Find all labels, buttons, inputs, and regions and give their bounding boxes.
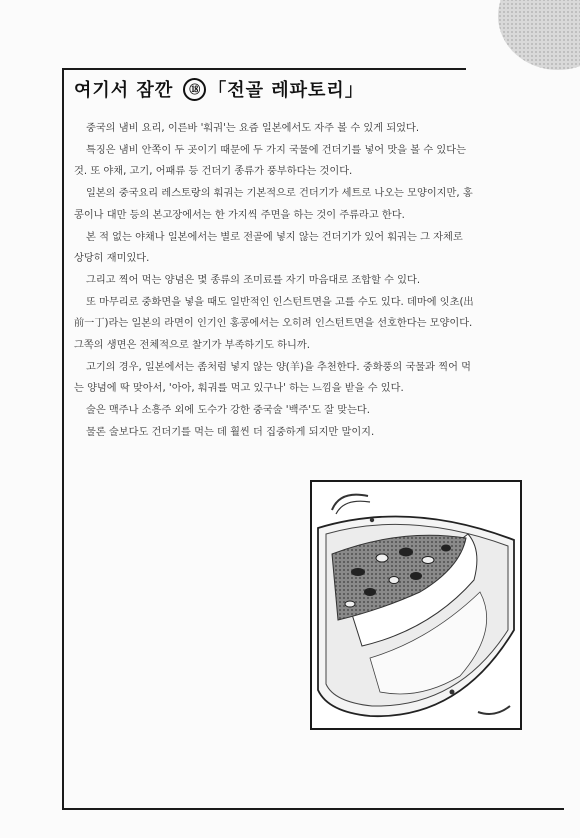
body-line: 고기의 경우, 일본에서는 좀처럼 넣지 않는 양(羊)을 추천한다. 중화풍의 국물과 찍어 먹 [86, 361, 471, 373]
left-rule [62, 68, 64, 810]
section-title [74, 76, 364, 102]
body-line: 것. 또 야채, 고기, 어패류 등 건더기 종류가 풍부하다는 것이다. [74, 166, 353, 178]
body-line: 그리고 찍어 먹는 양념은 몇 종류의 조미료를 자기 마음대로 조합할 수 있다. [86, 274, 421, 286]
top-rule [62, 68, 466, 70]
hotpot-illustration [310, 480, 522, 730]
body-line: 중국의 냄비 요리, 이른바 '훠궈'는 요즘 일본에서도 자주 볼 수 있게 되었다. [86, 123, 420, 134]
body-line: 상당히 재미있다. [74, 253, 150, 265]
page-corner-tab [498, 0, 580, 70]
title-topic: 「전골 레파토리」 [208, 80, 364, 101]
body-line: 일본의 중국요리 레스토랑의 훠궈는 기본적으로 건더기가 세트로 나오는 모양이지만, 홍 [86, 188, 473, 200]
title-number-badge: ⑱ [183, 78, 206, 101]
body-line: 는 양념에 딱 맞아서, '아아, 훠궈를 먹고 있구나' 하는 느낌을 받을 수 있다. [74, 383, 404, 395]
body-line: 前一丁)라는 일본의 라면이 인기인 홍콩에서는 오히려 인스턴트면을 선호한다는 모양이다. [74, 318, 473, 330]
body-line: 특징은 냄비 안쪽이 두 곳이기 때문에 두 가지 국물에 건더기를 넣어 맛을 볼 수 있다는 [86, 144, 466, 156]
body-line: 그쪽의 생면은 전체적으로 찰기가 부족하기도 하니까. [74, 340, 310, 352]
body-line: 물론 술보다도 건더기를 먹는 데 훨씬 더 집중하게 되지만 말이지. [86, 426, 375, 438]
body-line: 또 마무리로 중화면을 넣을 때도 일반적인 인스턴트면을 고를 수도 있다. 데마에 잇초(出 [86, 296, 474, 308]
body-line: 술은 맥주나 소흥주 외에 도수가 강한 중국술 '백주'도 잘 맞는다. [86, 405, 371, 417]
article-body [74, 118, 552, 444]
bottom-rule [62, 808, 564, 810]
body-line: 본 적 없는 야채나 일본에서는 별로 전골에 넣지 않는 건더기가 있어 훠궈는 그 자체로 [86, 231, 463, 243]
body-line: 콩이나 대만 등의 본고장에서는 한 가지씩 주면을 하는 것이 주류라고 한다. [74, 209, 405, 221]
title-main: 여기서 잠깐 [74, 80, 174, 101]
